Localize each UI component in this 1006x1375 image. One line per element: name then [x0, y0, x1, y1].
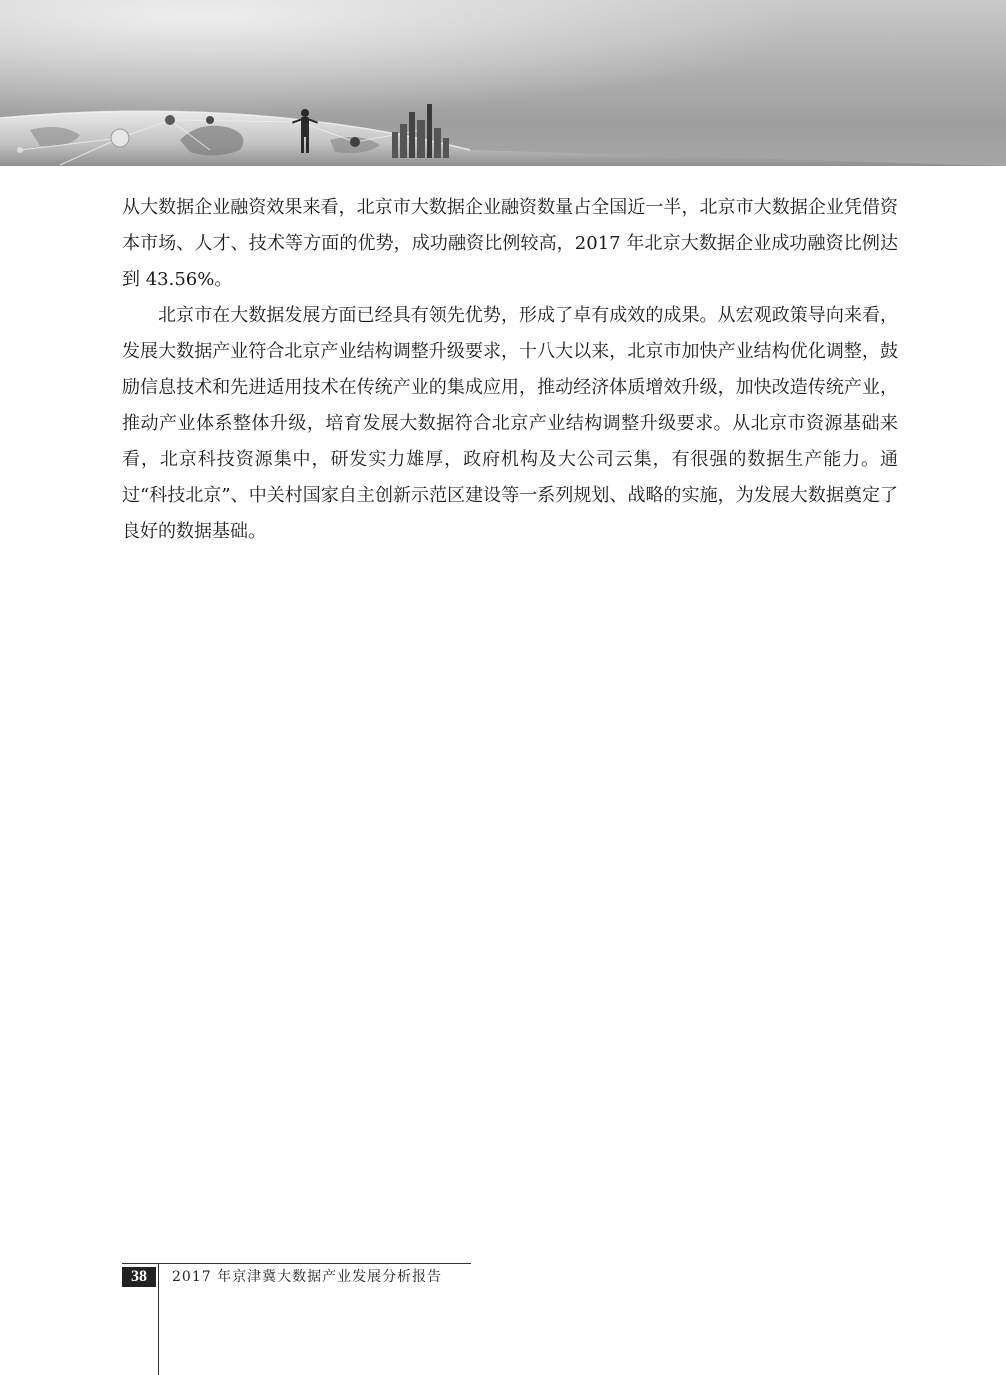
- running-title: 2017 年京津冀大数据产业发展分析报告: [172, 1269, 443, 1285]
- footer-rule: [122, 1263, 471, 1264]
- header-banner: [0, 0, 1006, 166]
- paragraph-1: 从大数据企业融资效果来看，北京市大数据企业融资数量占全国近一半，北京市大数据企业凭借资本市场、人才、技术等方面的优势，成功融资比例较高，2017 年北京大数据企业成功融资比例达到 43.56%。: [122, 197, 898, 290]
- paragraph-2: 北京市在大数据发展方面已经具有领先优势，形成了卓有成效的成果。从宏观政策导向来看，发展大数据产业符合北京产业结构调整升级要求，十八大以来，北京市加快产业结构优化调整，鼓励信息技术和先进适用技术在传统产业的集成应用，推动经济体质增效升级，加快改造传统产业，推动产业体系整体升级，培育发展大数据符合北京产业结构调整升级要求。从北京市资源基础来看，北京科技资源集中，研发实力雄厚，政府机构及大公司云集，有很强的数据生产能力。通过“科技北京”、中关村国家自主创新示范区建设等一系列规划、战略的实施，为发展大数据奠定了良好的数据基础。: [122, 305, 898, 542]
- footer-vertical-rule: [158, 1263, 159, 1375]
- body-text: [122, 190, 898, 550]
- header-banner-art: [0, 0, 1006, 166]
- page-number: 38: [122, 1267, 156, 1287]
